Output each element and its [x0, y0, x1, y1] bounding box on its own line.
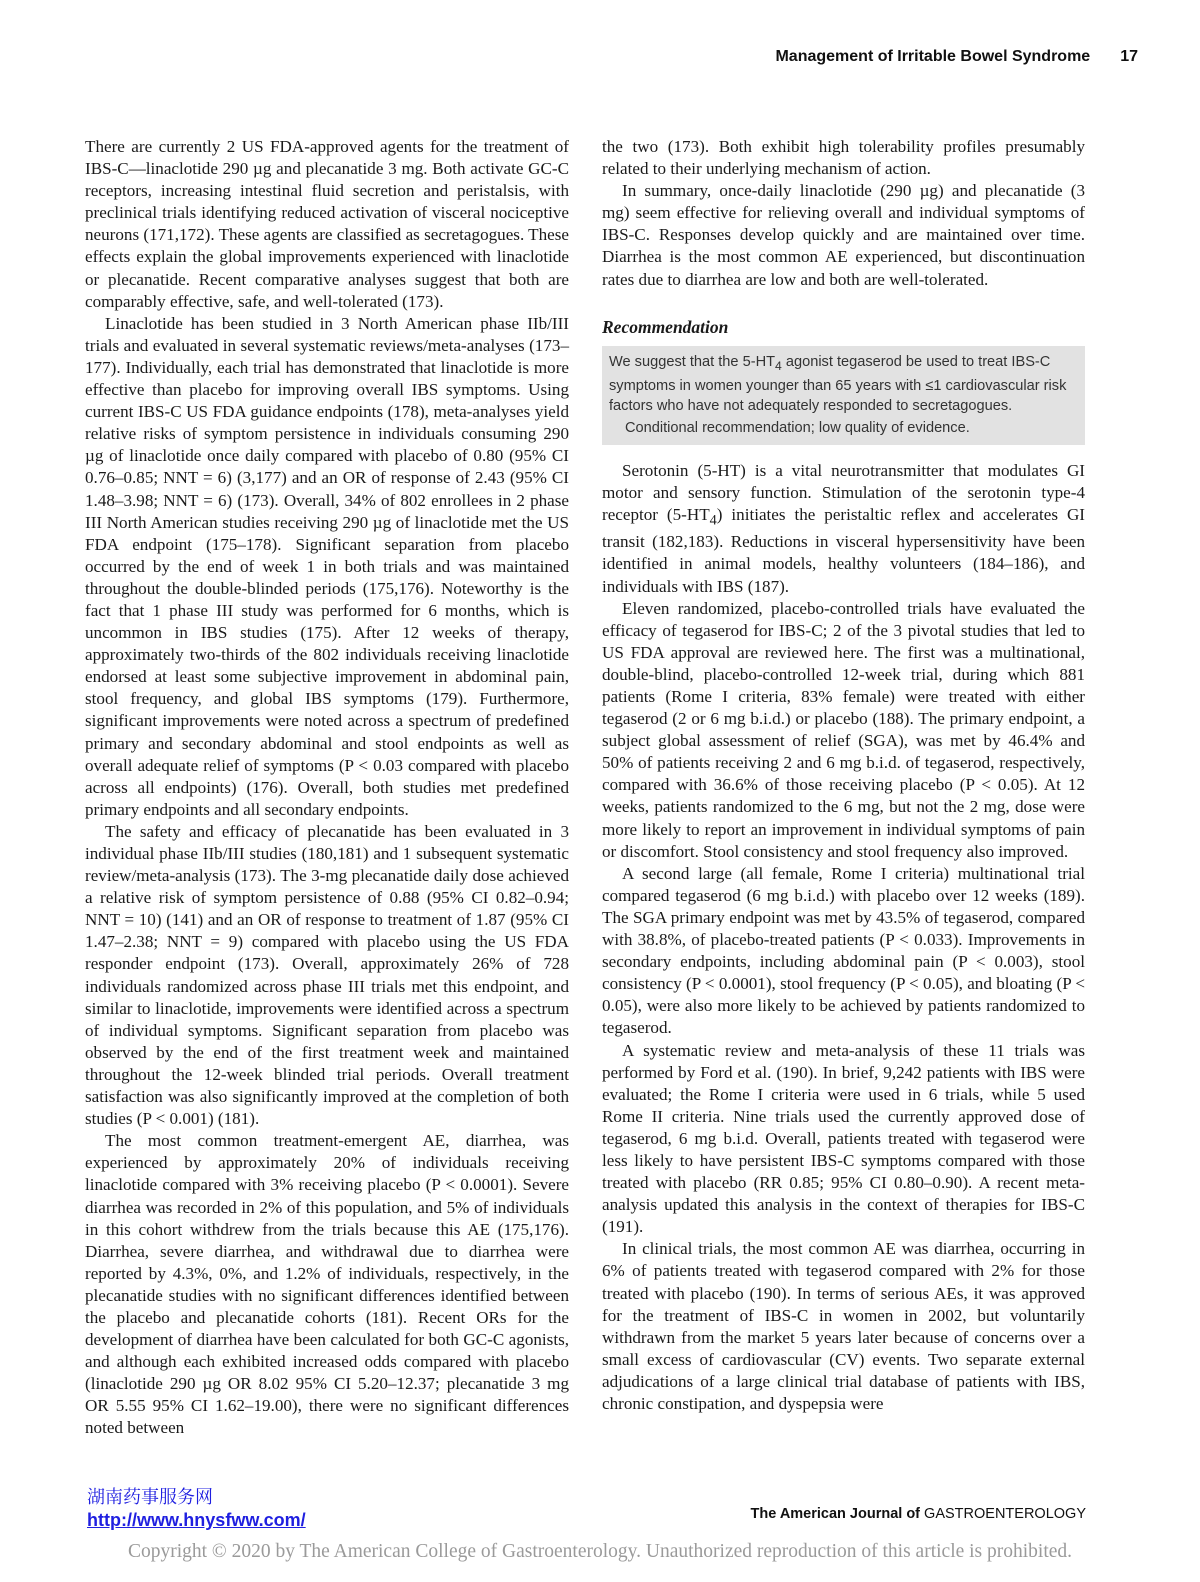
body-paragraph: Linaclotide has been studied in 3 North American phase IIb/III trials and evaluated in several systematic reviews/meta-analyses (173–177). Individually, each trial has demonstrated that linaclotide is more effective than placebo for improving overall IBS symptoms. Using current IBS-C US FDA guidance endpoints (178), meta-analyses yield relative risks of symptom persistence in individuals consuming 290 µg of linaclotide once daily compared with placebo of 0.80 (95% CI 0.76–0.85; NNT = 6) (3,177) and an OR of response of 2.43 (95% CI 1.48–3.98; NNT = 6) (173). Overall, 34% of 802 enrollees in 2 phase III North American studies receiving 290 µg of linaclotide met the US FDA endpoint (175–178). Significant separation from placebo occurred by the end of week 1 in both trials and was maintained throughout the double-blinded periods (175,176). Noteworthy is the fact that 1 phase III study was performed for 6 months, which is uncommon in IBS studies (175). After 12 weeks of therapy, approximately two-thirds of the 802 individuals receiving linaclotide endorsed at least some subjective improvement in abdominal pain, stool frequency, and global IBS symptoms (179). Furthermore, significant improvements were noted across a spectrum of predefined primary and secondary abdominal and stool endpoints as well as overall adequate relief of symptoms (P < 0.03 compared with placebo across all endpoints) (176). Overall, both studies met predefined primary endpoints and all secondary endpoints. [85, 313, 569, 819]
running-title: Management of Irritable Bowel Syndrome [775, 48, 1091, 65]
page-number: 17 [1120, 48, 1138, 65]
body-paragraph: The most common treatment-emergent AE, diarrhea, was experienced by approximately 20% of individuals receiving linaclotide compared with 3% receiving placebo (P < 0.0001). Severe diarrhea was recorded in 2% of this population, and 5% of individuals in this cohort withdrew from the trials because this AE (175,176). Diarrhea, severe diarrhea, and withdrawal due to diarrhea were reported by 4.3%, 0%, and 1.2% of individuals, respectively, in the plecanatide studies with no significant differences identified between the placebo and plecanatide cohorts (181). Recent ORs for the development of diarrhea have been calculated for both GC-C agonists, and although each exhibited increased odds compared with placebo (linaclotide 290 µg OR 8.02 95% CI 5.20–12.37; plecanatide 3 mg OR 5.55 95% CI 1.62–19.00), there were no significant differences noted between [85, 1131, 569, 1438]
body-paragraph: A second large (all female, Rome I criteria) multinational trial compared tegaserod (6 mg b.i.d.) with placebo over 12 weeks (189). The SGA primary endpoint was met by 43.5% of tegaserod, compared with 38.8%, of placebo-treated patients (P < 0.033). Improvements in secondary endpoints, including abdominal pain (P < 0.003), stool consistency (P < 0.0001), stool frequency (P < 0.05), and bloating (P < 0.05), were also more likely to be achieved by patients randomized to tegaserod. [602, 863, 1085, 1038]
watermark-url-link[interactable]: http://www.hnysfww.com/ [87, 1510, 306, 1530]
watermark-site-name: 湖南药事服务网 [87, 1487, 213, 1508]
body-paragraph: Eleven randomized, placebo-controlled trials have evaluated the efficacy of tegaserod for IBS-C; 2 of the 3 pivotal studies that led to US FDA approval are reviewed here. The first was a multinational, double-blind, placebo-controlled 12-week trial, during which 881 patients (Rome I criteria, 83% female) were treated with either tegaserod (2 or 6 mg b.i.d.) or placebo (188). The primary endpoint, a subject global assessment of relief (SGA), was met by 46.4% and 50% of patients receiving 2 and 6 mg b.i.d. of tegaserod, respectively, compared with 36.6% of those receiving placebo (P < 0.05). At 12 weeks, patients randomized to the 6 mg, but not the 2 mg, dose were more likely to report an improvement in individual symptoms of pain or discomfort. Stool consistency and stool frequency also improved. [602, 598, 1085, 861]
journal-prefix: The American Journal of [750, 1506, 921, 1522]
right-column [602, 136, 1085, 1415]
journal-footer [751, 1506, 1086, 1522]
left-column [85, 136, 569, 1440]
body-paragraph: In summary, once-daily linaclotide (290 µg) and plecanatide (3 mg) seem effective for relieving overall and individual symptoms of IBS-C. Responses develop quickly and are maintained over time. Diarrhea is the most common AE experienced, but discontinuation rates due to diarrhea are low and both are well-tolerated. [602, 181, 1085, 289]
watermark [87, 1487, 306, 1531]
body-paragraph: Serotonin (5-HT) is a vital neurotransmitter that modulates GI motor and sensory function. Stimulation of the serotonin type-4 receptor $(5-HT_4)$ initiates the peristaltic reflex and accelerates GI transit (182,183). Reductions in visceral hypersensitivity have been identified in animal models, healthy volunteers (184–186), and individuals with IBS (187). [602, 460, 1085, 596]
body-paragraph: In clinical trials, the most common AE was diarrhea, occurring in 6% of patients treated with tegaserod compared with 2% for those treated with placebo (190). In terms of serious AEs, it was approved for the treatment of IBS-C in women in 2002, but voluntarily withdrawn from the market 5 years later because of concerns over a small excess of cardiovascular (CV) events. Two separate external adjudications of a large clinical trial database of patients with IBS, chronic constipation, and dyspepsia were [602, 1239, 1085, 1413]
running-head [775, 48, 1138, 66]
recommendation-text: We suggest that the $5-HT_4$ agonist tegaserod be used to treat IBS-C symptoms in women younger than 65 years with ≤1 cardiovascular risk factors who have not adequately responded to secretagogues. [609, 353, 1067, 414]
body-paragraph: the two (173). Both exhibit high tolerability profiles presumably related to their underlying mechanism of action. [602, 137, 1085, 179]
body-paragraph: There are currently 2 US FDA-approved agents for the treatment of IBS-C—linaclotide 290 µg and plecanatide 3 mg. Both activate GC-C receptors, increasing intestinal fluid secretion and peristalsis, with preclinical trials identifying reduced activation of visceral nociceptive neurons (171,172). These agents are classified as secretagogues. These effects explain the global improvements experienced with linaclotide or plecanatide. Recent comparative analyses suggest that both are comparably effective, safe, and well-tolerated (173). [85, 137, 569, 311]
body-paragraph: A systematic review and meta-analysis of these 11 trials was performed by Ford et al. (190). In brief, 9,242 patients with IBS were evaluated; the Rome I criteria were used in 6 trials, while 5 used Rome II criteria. Nine trials used the currently approved dose of tegaserod, 6 mg b.i.d. Overall, patients treated with tegaserod were less likely to have persistent IBS-C symptoms compared with those treated with placebo (RR 0.85; 95% CI 0.80–0.90). A recent meta-analysis updated this analysis in the context of therapies for IBS-C (191). [602, 1040, 1085, 1237]
recommendation-quality: Conditional recommendation; low quality of evidence. [625, 419, 970, 436]
journal-name: GASTROENTEROLOGY [924, 1506, 1086, 1522]
recommendation-box [602, 346, 1085, 445]
body-paragraph: The safety and efficacy of plecanatide has been evaluated in 3 individual phase IIb/III studies (180,181) and 1 subsequent systematic review/meta-analysis (173). The 3-mg plecanatide daily dose achieved a relative risk of symptom persistence of 0.88 (95% CI 0.82–0.94; NNT = 10) (141) and an OR of response to treatment of 1.87 (95% CI 1.47–2.38; NNT = 9) compared with placebo using the US FDA responder endpoint (173). Overall, approximately 26% of 728 individuals randomized across phase III trials met this endpoint, and similar to linaclotide, improvements were identified across a spectrum of individual symptoms. Significant separation from placebo was observed by the end of the first treatment week and maintained throughout the 12-week blinded trial periods. Overall treatment satisfaction was also significantly improved at the completion of both studies (P < 0.001) (181). [85, 821, 569, 1129]
recommendation-heading: Recommendation [602, 316, 729, 337]
copyright-notice: Copyright © 2020 by The American College of Gastroenterology. Unauthorized reproduction of this article is prohibited. [127, 1541, 1073, 1562]
